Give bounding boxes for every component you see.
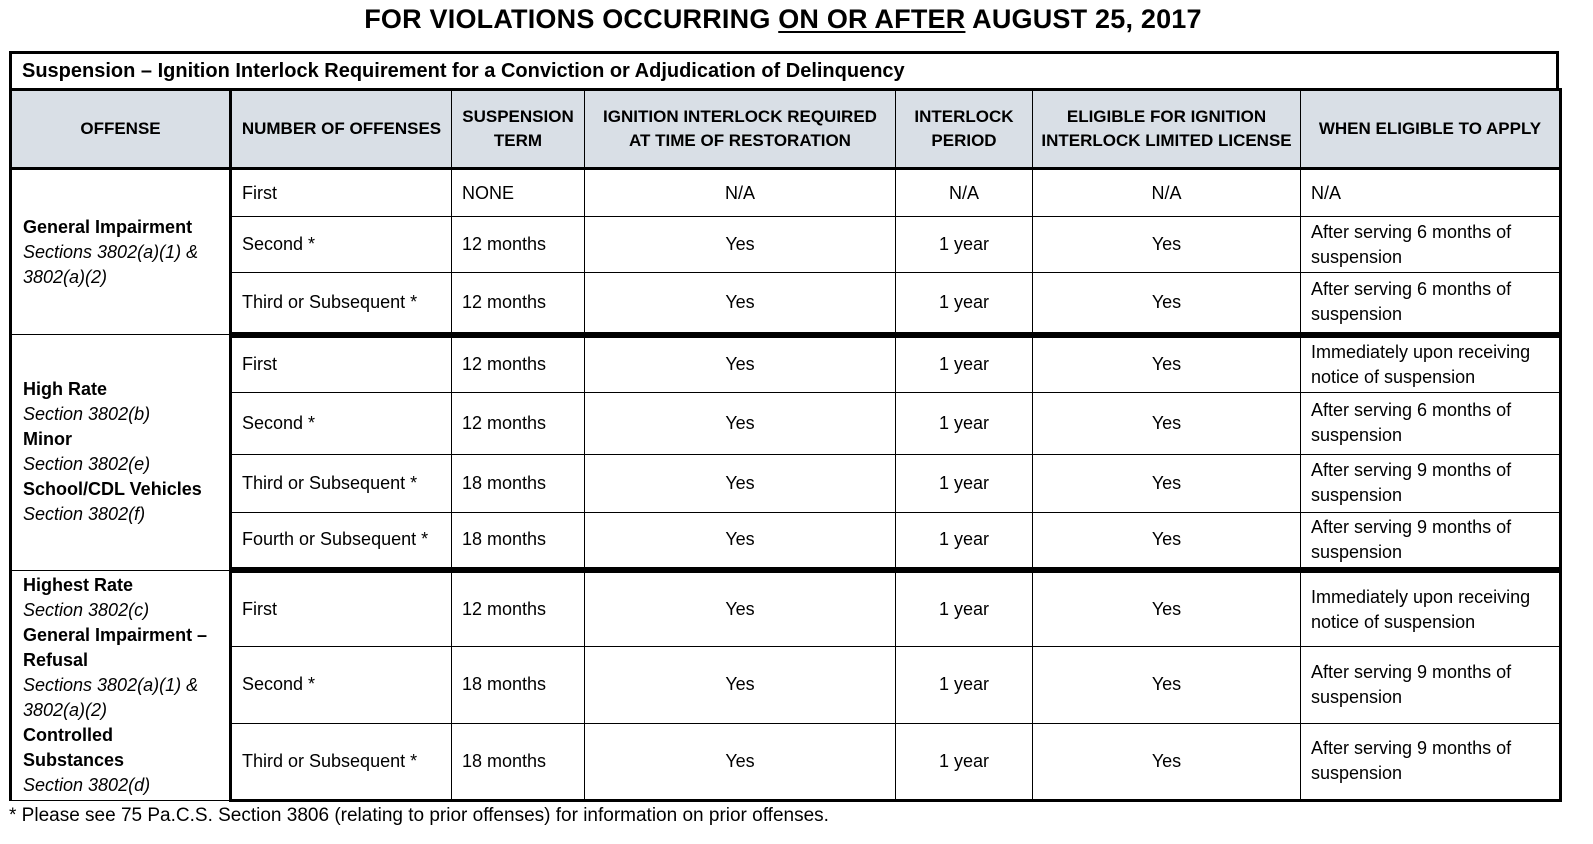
offense-cell [11, 570, 231, 800]
table-row [11, 273, 1561, 335]
suspension-term-cell: 18 months [452, 723, 585, 800]
eligible-cell: Yes [1033, 512, 1301, 570]
eligible-cell: Yes [1033, 273, 1301, 335]
suspension-term-cell: 18 months [452, 647, 585, 724]
number-of-offenses-cell: Second * [231, 217, 452, 273]
header-interlock-required: IGNITION INTERLOCK REQUIRED AT TIME OF RESTORATION [585, 90, 896, 169]
offense-cell [11, 335, 231, 571]
table-row [11, 723, 1561, 800]
interlock-period-cell: N/A [896, 169, 1033, 217]
table-caption: Suspension – Ignition Interlock Requirement for a Conviction or Adjudication of Delinquency [9, 51, 1559, 88]
offense-section: Section 3802(c) [23, 599, 150, 620]
when-eligible-cell: After serving 9 months of suspension [1301, 454, 1561, 512]
suspension-term-cell: 12 months [452, 217, 585, 273]
header-row [11, 90, 1561, 169]
offense-name: School/CDL Vehicles [23, 479, 202, 500]
when-eligible-cell: After serving 9 months of suspension [1301, 723, 1561, 800]
interlock-period-cell: 1 year [896, 273, 1033, 335]
offense-name: General Impairment [23, 216, 193, 237]
header-when-eligible: WHEN ELIGIBLE TO APPLY [1301, 90, 1561, 169]
table-row [11, 647, 1561, 724]
number-of-offenses-cell: Second * [231, 647, 452, 724]
suspension-term-cell: 18 months [452, 454, 585, 512]
suspension-term-cell: 12 months [452, 392, 585, 454]
eligible-cell: Yes [1033, 335, 1301, 393]
eligible-cell: Yes [1033, 217, 1301, 273]
table-row [11, 169, 1561, 217]
table-row [11, 512, 1561, 570]
number-of-offenses-cell: Third or Subsequent * [231, 723, 452, 800]
eligible-cell: Yes [1033, 723, 1301, 800]
number-of-offenses-cell: First [231, 335, 452, 393]
suspension-term-cell: 12 months [452, 273, 585, 335]
interlock-required-cell: Yes [585, 392, 896, 454]
number-of-offenses-cell: Third or Subsequent * [231, 273, 452, 335]
offense-name: Minor [23, 429, 72, 450]
when-eligible-cell: Immediately upon receiving notice of suspension [1301, 335, 1561, 393]
offense-section: Section 3802(f) [23, 504, 146, 525]
interlock-required-cell: Yes [585, 647, 896, 724]
suspension-term-cell: NONE [452, 169, 585, 217]
when-eligible-cell: After serving 6 months of suspension [1301, 392, 1561, 454]
header-number-of-offenses: NUMBER OF OFFENSES [231, 90, 452, 169]
interlock-period-cell: 1 year [896, 723, 1033, 800]
interlock-required-cell: N/A [585, 169, 896, 217]
number-of-offenses-cell: Fourth or Subsequent * [231, 512, 452, 570]
offense-name: Controlled Substances [23, 724, 125, 770]
header-interlock-period: INTERLOCK PERIOD [896, 90, 1033, 169]
interlock-required-cell: Yes [585, 723, 896, 800]
suspension-table [9, 88, 1562, 802]
interlock-period-cell: 1 year [896, 335, 1033, 393]
when-eligible-cell: After serving 9 months of suspension [1301, 512, 1561, 570]
interlock-period-cell: 1 year [896, 392, 1033, 454]
header-eligible: ELIGIBLE FOR IGNITION INTERLOCK LIMITED LICENSE [1033, 90, 1301, 169]
interlock-required-cell: Yes [585, 570, 896, 647]
interlock-period-cell: 1 year [896, 647, 1033, 724]
table-row [11, 392, 1561, 454]
page-title [0, 4, 1566, 35]
suspension-table-container [9, 51, 1559, 802]
interlock-required-cell: Yes [585, 335, 896, 393]
interlock-required-cell: Yes [585, 454, 896, 512]
when-eligible-cell: N/A [1301, 169, 1561, 217]
offense-name: General Impairment – Refusal [23, 624, 208, 670]
suspension-term-cell: 12 months [452, 335, 585, 393]
offense-section: Section 3802(e) [23, 454, 151, 475]
eligible-cell: Yes [1033, 570, 1301, 647]
header-suspension-term: SUSPENSION TERM [452, 90, 585, 169]
eligible-cell: Yes [1033, 647, 1301, 724]
offense-name: Highest Rate [23, 574, 134, 595]
footnote: * Please see 75 Pa.C.S. Section 3806 (relating to prior offenses) for information on prior offenses. [9, 805, 829, 826]
offense-section: Sections 3802(a)(1) & 3802(a)(2) [23, 241, 199, 287]
title-prefix: FOR VIOLATIONS OCCURRING [364, 4, 779, 34]
eligible-cell: N/A [1033, 169, 1301, 217]
when-eligible-cell: After serving 9 months of suspension [1301, 647, 1561, 724]
number-of-offenses-cell: First [231, 169, 452, 217]
when-eligible-cell: Immediately upon receiving notice of suspension [1301, 570, 1561, 647]
interlock-required-cell: Yes [585, 217, 896, 273]
interlock-required-cell: Yes [585, 512, 896, 570]
offense-name: High Rate [23, 379, 108, 400]
offense-cell [11, 169, 231, 335]
interlock-period-cell: 1 year [896, 570, 1033, 647]
eligible-cell: Yes [1033, 454, 1301, 512]
suspension-term-cell: 12 months [452, 570, 585, 647]
suspension-term-cell: 18 months [452, 512, 585, 570]
interlock-period-cell: 1 year [896, 454, 1033, 512]
offense-section: Sections 3802(a)(1) & 3802(a)(2) [23, 674, 199, 720]
interlock-period-cell: 1 year [896, 512, 1033, 570]
offense-section: Section 3802(b) [23, 404, 151, 425]
eligible-cell: Yes [1033, 392, 1301, 454]
interlock-period-cell: 1 year [896, 217, 1033, 273]
interlock-required-cell: Yes [585, 273, 896, 335]
table-row [11, 570, 1561, 647]
when-eligible-cell: After serving 6 months of suspension [1301, 217, 1561, 273]
number-of-offenses-cell: Second * [231, 392, 452, 454]
offense-section: Section 3802(d) [23, 774, 151, 795]
when-eligible-cell: After serving 6 months of suspension [1301, 273, 1561, 335]
title-underlined: ON OR AFTER [778, 4, 966, 34]
table-row [11, 454, 1561, 512]
table-row [11, 335, 1561, 393]
table-row [11, 217, 1561, 273]
header-offense: OFFENSE [11, 90, 231, 169]
number-of-offenses-cell: Third or Subsequent * [231, 454, 452, 512]
number-of-offenses-cell: First [231, 570, 452, 647]
title-suffix: AUGUST 25, 2017 [965, 4, 1202, 34]
table-body [11, 169, 1561, 801]
